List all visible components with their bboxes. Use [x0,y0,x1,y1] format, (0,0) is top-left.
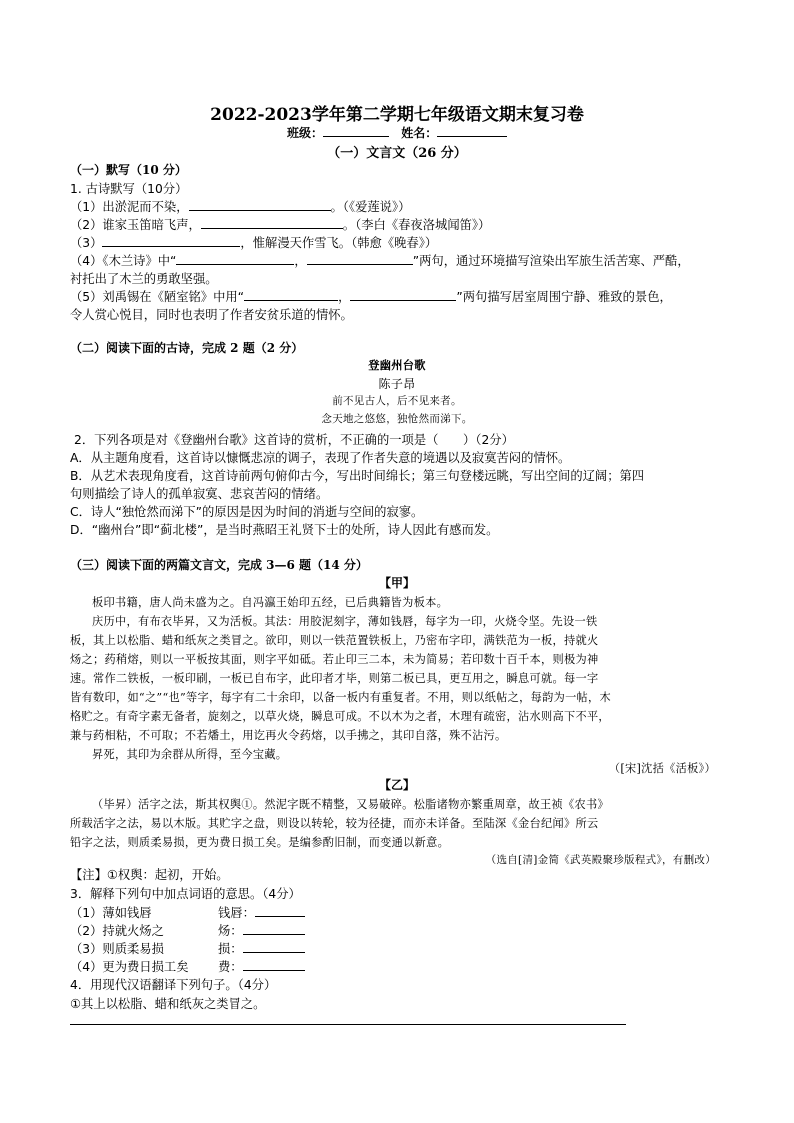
yi-line-3: 铅字之法，则质柔易损，更为费日损工矣。是编参酌旧制，而变通以新意。 [70,836,450,849]
q3-item-3-sentence: （3）则质柔易损 [70,942,164,956]
q3-stem: 3．解释下列句中加点词语的意思。（4分） [70,887,301,901]
part3-heading: （三）阅读下面的两篇文言文，完成 3—6 题（14 分） [70,558,368,572]
class-label: 班级： [287,126,324,140]
q3-item-3 [70,939,305,957]
jia-line-9: 昇死，其印为余群从所得，至今宝藏。 [92,748,288,761]
q1-item5-prefix: （5）刘禹锡在《陋室铭》中用“ [70,290,245,304]
jia-source: （[宋]沈括《活板》） [608,762,716,775]
q3-item-3-blank[interactable] [243,939,305,953]
class-field [287,123,507,141]
q1-item3 [70,233,437,251]
q3-item-4 [70,957,305,975]
passage-yi-label: 【乙】 [378,778,415,792]
yi-source: （选自[清]金简《武英殿聚珍版程式》，有删改） [485,854,716,866]
poem-line-2: 念天地之悠悠，独怆然而涕下。 [321,413,473,425]
q3-item-1-sentence: （1）薄如钱唇 [70,906,152,920]
yi-line-2: 所载活字之法，易以木版。其贮字之盘，则设以转轮，较为径捷，而亦未详备。至陆深《金台纪闻》所云 [70,817,599,830]
name-label: 姓名： [401,126,438,140]
q1-item3-suffix: ，惟解漫天作雪飞。（韩愈《晚春》） [240,236,438,250]
q3-item-2 [70,921,305,939]
yi-line-1: （毕昇）活字之法，斯其权舆①。然泥字既不精整，又易破碎。松脂诸物亦繁重周章，故王祯《农书》 [92,798,609,811]
section-title: （一）文言文（26 分） [327,146,467,161]
q4-item-1: ①其上以松脂、蜡和纸灰之类冒之。 [70,997,266,1011]
q3-item-1-blank[interactable] [255,903,305,917]
q1-item2-suffix: 。（李白《春夜洛城闻笛》） [342,218,491,232]
q1-item4 [70,251,690,269]
note: 【注】①权舆：起初，开始。 [70,868,229,882]
q1-item1-blank[interactable] [189,197,331,211]
q1-item5 [70,287,672,305]
q1-item3-blank[interactable] [102,233,240,247]
q1-item4-mid: ， [294,254,307,268]
q3-item-4-blank[interactable] [243,957,305,971]
jia-line-7: 格贮之。有奇字素无备者，旋刻之，以草火烧，瞬息可成。不以木为之者，木理有疏密，沾水则高下不平， [70,710,610,723]
poem-author: 陈子昂 [378,377,416,391]
q2-option-a[interactable]: A．从主题角度看，这首诗以慷慨悲凉的调子，表现了作者失意的境遇以及寂寞苦闷的情怀。 [70,451,571,465]
q3-item-2-blank[interactable] [243,921,305,935]
jia-line-6: 皆有数印，如“之”“也”等字，每字有二十余印，以备一板内有重复者。不用，则以纸帖之，每韵为一帖，木 [70,691,612,704]
q3-item-4-sentence: （4）更为费日损工矣 [70,960,189,974]
q3-item-3-word: 损： [218,942,243,956]
part1-heading: （一）默写（10 分） [70,163,187,177]
q2-option-c[interactable]: C．诗人“独怆然而涕下”的原因是因为时间的消逝与空间的寂寥。 [70,505,424,519]
jia-line-1: 板印书籍，唐人尚未盛为之。自冯瀛王始印五经，已后典籍皆为板本。 [92,596,449,609]
q4-stem: 4．用现代汉语翻译下列句子。（4分） [70,978,277,992]
page-title: 2022-2023学年第二学期七年级语文期末复习卷 [210,105,584,125]
poem-title: 登幽州台歌 [368,358,426,372]
q3-item-2-sentence: （2）持就火炀之 [70,924,164,938]
q1-item1-suffix: 。（《爱莲说》） [330,200,411,214]
q1-item5-mid: ， [338,290,351,304]
q1-item2-blank[interactable] [201,215,343,229]
q3-item-4-word: 费： [218,960,243,974]
q2-option-b[interactable]: B．从艺术表现角度看，这首诗前两句俯仰古今，写出时间绵长；第三句登楼远眺，写出空间的辽阔；第四 [70,469,645,483]
q1-item5-blank1[interactable] [244,287,338,301]
q1-item5-blank2[interactable] [350,287,456,301]
q2-option-b-cont: 句则描绘了诗人的孤单寂寞、悲哀苦闷的情绪。 [70,487,329,501]
q1-item4-blank1[interactable] [176,251,294,265]
q1-item4-blank2[interactable] [307,251,413,265]
q1-item3-prefix: （3） [70,236,103,250]
q1-item5-suffix: ”两句描写居室周围宁静、雅致的景色， [456,290,672,304]
jia-line-4: 炀之；药稍熔，则以一平板按其面，则字平如砥。若止印三二本，未为简易；若印数十百千本，则极为神 [70,653,599,666]
q1-item5-cont: 令人赏心悦目，同时也表明了作者安贫乐道的情怀。 [70,308,353,322]
poem-line-1: 前不见古人，后不见来者。 [332,395,462,407]
q1-item2 [70,215,490,233]
part2-heading: （二）阅读下面的古诗，完成 2 题（2 分） [70,341,304,355]
q1-item1 [70,197,410,215]
jia-line-3: 板，其上以松脂、蜡和纸灰之类冒之。欲印，则以一铁范置铁板上，乃密布字印，满铁范为一板，持就火 [70,634,599,647]
q1-item4-suffix: ”两句，通过环境描写渲染出军旅生活苦寒、严酷， [412,254,690,268]
answer-line[interactable] [70,1024,626,1025]
name-blank[interactable] [437,123,507,137]
class-blank[interactable] [323,123,389,137]
q1-item4-prefix: （4）《木兰诗》中“ [70,254,177,268]
jia-line-2: 庆历中，有布衣毕昇，又为活板。其法：用胶泥刻字，薄如钱唇，每字为一印，火烧令坚。先设一铁 [92,615,598,628]
q3-item-2-word: 炀： [218,924,243,938]
q1-item1-prefix: （1）出淤泥而不染， [70,200,189,214]
q1-title: 1. 古诗默写（10分） [70,182,188,196]
passage-jia-label: 【甲】 [378,576,415,590]
q2-option-d[interactable]: D．“幽州台”即“蓟北楼”，是当时燕昭王礼贤下士的处所，诗人因此有感而发。 [70,523,499,537]
jia-line-5: 速。常作二铁板，一板印刷，一板已自布字，此印者才毕，则第二板已具，更互用之，瞬息可就。每一字 [70,672,599,685]
q1-item2-prefix: （2）谁家玉笛暗飞声， [70,218,201,232]
q1-item4-cont: 衬托出了木兰的勇敢坚强。 [70,272,218,286]
jia-line-8: 兼与药相粘，不可取；不若燔土，用讫再火令药熔，以手拂之，其印自落，殊不沾污。 [70,729,507,742]
q3-item-1 [70,903,305,921]
q2-stem: 2．下列各项是对《登幽州台歌》这首诗的赏析，不正确的一项是（ ）（2分） [74,433,514,447]
q3-item-1-word: 钱唇： [218,906,255,920]
